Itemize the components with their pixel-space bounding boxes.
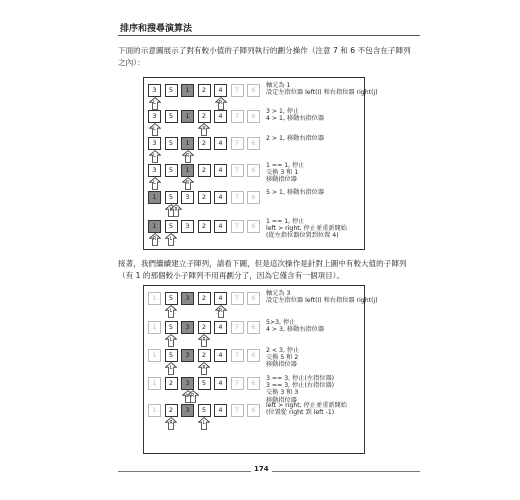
pointer-label: R [202,366,206,371]
step-note-line: 3 == 3, 停止(右指位器) [266,382,335,390]
array-cell: 2 [198,349,211,362]
array-cell: 3 [148,137,161,150]
pointer-label: R [152,237,157,242]
array-cell: 1 [148,321,161,334]
array-cell: 2 [198,110,211,123]
array-cell: 2 [198,292,211,305]
pointer-label: R [185,181,190,186]
step-note-line: 2 < 3, 停止 [266,347,300,354]
step-note-line: 3 > 1, 停止 [266,108,300,115]
array-cell: 6 [247,220,260,233]
array-cell: 1 [181,164,194,177]
step-note-line: 移動指位器 [266,176,297,184]
array-cell: 6 [247,349,260,362]
step-note-line: 5 > 1, 移動右指位器 [266,189,325,196]
right-pointer-icon [215,305,227,318]
array-cell: 2 [198,84,211,97]
step-note [266,402,347,416]
partition-diagram-smaller [143,77,378,250]
array-cell: 2 [198,137,211,150]
array-cell: 2 [198,164,211,177]
array-cell: 7 [231,191,244,204]
array-cell: 5 [165,349,178,362]
left-pointer-icon [165,362,177,375]
array-cell: 5 [198,404,211,417]
array-cell: 6 [247,164,260,177]
array-cell: 6 [247,137,260,150]
array-cell: 2 [198,321,211,334]
array-cell: 5 [165,164,178,177]
step-note-line: 移動指位器 [266,361,297,369]
step-note-line: 1 == 1, 停止 [266,162,305,169]
array-cell: 7 [231,84,244,97]
pointer-label: L [186,394,189,399]
step-note-line: 2 > 1, 移動右指位器 [266,135,325,142]
step-note-line: left > right, 停止並重新開始 [266,402,347,409]
step-note-line: 1 == 1, 停止 [266,218,305,225]
array-cell: 4 [214,164,227,177]
right-pointer-icon [170,204,182,217]
step-note-line: 交換 3 和 3 [266,389,299,397]
step-note [266,319,324,333]
array-cell: 1 [148,377,161,390]
array-cell: 7 [231,349,244,362]
array-cell: 2 [165,404,178,417]
array-cell: 7 [231,164,244,177]
right-pointer-icon [182,177,194,190]
partition-diagram-larger [143,285,378,454]
array-cell: 4 [214,349,227,362]
array-cell: 3 [181,377,194,390]
step-note [266,218,347,240]
pointer-label: L [153,181,156,186]
right-pointer-icon [149,233,161,246]
array-cell: 1 [181,84,194,97]
step-note [266,290,378,304]
array-cell: 5 [165,137,178,150]
step-note [266,347,299,369]
left-pointer-icon [165,233,177,246]
right-pointer-icon [198,362,210,375]
array-cell: 3 [181,321,194,334]
array-cell: 4 [214,220,227,233]
step-note [266,82,378,96]
pointer-label: L [153,101,156,106]
step-note-line: 設定左指位器 left(l) 和右指位器 right(j) [266,297,378,305]
array-cell: 7 [231,321,244,334]
right-pointer-icon [215,97,227,110]
array-cell: 4 [214,321,227,334]
array-cell: 6 [247,321,260,334]
step-note [266,135,324,142]
step-note [266,162,305,184]
pointer-label: L [169,366,173,371]
array-cell: 4 [214,292,227,305]
pointer-label: R [174,208,178,213]
array-cell: 5 [198,377,211,390]
pointer-label: R [185,154,190,159]
array-cell: 4 [214,84,227,97]
array-cell: 7 [231,110,244,123]
array-cell: 6 [247,110,260,123]
step-note-line: 交換 5 和 2 [266,354,299,362]
right-pointer-icon [165,417,177,430]
step-note-line: 4 > 1, 移動右指位器 [266,115,325,123]
array-cell: 4 [214,137,227,150]
array-cell: 1 [181,110,194,123]
array-cell: 5 [165,191,178,204]
array-cell: 4 [214,404,227,417]
header-rule [118,35,420,36]
step-note-line: 3 == 3, 停止(左指位器) [266,375,335,382]
page-header: 排序和搜尋演算法 [120,24,193,34]
pointer-label: R [202,127,206,132]
pointer-label: R [169,421,173,426]
array-cell: 6 [247,191,260,204]
array-cell: 3 [148,164,161,177]
array-cell: 1 [148,404,161,417]
array-cell: 6 [247,377,260,390]
array-cell: 1 [181,137,194,150]
array-cell: 6 [247,84,260,97]
array-cell: 4 [214,110,227,123]
array-cell: 5 [165,220,178,233]
intro-paragraph: 下面的示意圖展示了對有較小值的子陣列執行的劃分操作（注意 7 和 6 不包含在子陣列之內）： [118,46,411,67]
pointer-label: R [190,394,195,399]
array-cell: 3 [181,220,194,233]
left-pointer-icon [165,305,177,318]
pointer-label: L [169,208,173,213]
array-cell: 3 [148,84,161,97]
array-cell: 4 [214,191,227,204]
step-note-line: 交換 3 和 1 [266,169,299,177]
step-note-line: 設定左指位器 left(l) 和右指位器 right(j) [266,89,378,97]
left-pointer-icon [149,97,161,110]
step-note [266,108,324,122]
right-pointer-icon [182,150,194,163]
pointer-label: L [169,237,173,242]
left-pointer-icon [165,334,177,347]
pointer-label: R [202,338,206,343]
step-note-line: left > right, 停止並重新開始 [266,225,347,233]
array-cell: 2 [198,220,211,233]
array-cell: 5 [165,84,178,97]
step-note-line: 軸元為 1 [266,82,291,89]
page-number: 174 [251,465,272,473]
array-cell: 1 [148,349,161,362]
step-note [266,189,324,196]
array-cell: 5 [165,292,178,305]
step-note [266,375,334,404]
pointer-label: L [169,338,173,343]
array-cell: 3 [181,292,194,305]
array-cell: 7 [231,220,244,233]
pointer-label: L [202,421,206,426]
pointer-label: L [169,309,173,314]
array-cell: 3 [181,404,194,417]
left-pointer-icon [149,177,161,190]
array-cell: 2 [198,191,211,204]
array-cell: 4 [214,377,227,390]
right-pointer-icon [187,390,199,403]
array-cell: 5 [165,321,178,334]
array-cell: 3 [181,191,194,204]
continue-paragraph: 接著，我們繼續建立子陣列，請看下圖，但是這次操作是針對上圖中有較大值的子陣列（有 1 的那個較小子陣列不用再劃分了，因為它僅含有一個項目）。 [118,259,407,280]
right-pointer-icon [198,334,210,347]
array-cell: 7 [231,404,244,417]
left-pointer-icon [198,417,210,430]
step-note-line: 4 > 3, 移動右指位器 [266,326,325,334]
array-cell: 7 [231,377,244,390]
array-cell: 1 [148,191,161,204]
array-cell: 3 [181,349,194,362]
array-cell: 6 [247,292,260,305]
array-cell: 7 [231,292,244,305]
step-note-line: 軸元為 3 [266,290,291,297]
array-cell: 7 [231,137,244,150]
array-cell: 3 [148,110,161,123]
array-cell: 6 [247,404,260,417]
left-pointer-icon [149,150,161,163]
array-cell: 2 [165,377,178,390]
pointer-label: L [153,127,156,132]
step-note-line: (位置從 right 到 left -1) [266,409,335,417]
right-pointer-icon [198,123,210,136]
pointer-label: R [218,309,223,314]
pointer-label: R [218,101,223,106]
array-cell: 1 [148,292,161,305]
array-cell: 5 [165,110,178,123]
step-note-line: (從左指位器位置到位置 4) [266,232,339,240]
left-pointer-icon [149,123,161,136]
array-cell: 1 [148,220,161,233]
pointer-label: L [153,154,156,159]
step-note-line: 5>3, 停止 [266,319,296,326]
step-note-line: 移動指位器 [266,396,297,404]
